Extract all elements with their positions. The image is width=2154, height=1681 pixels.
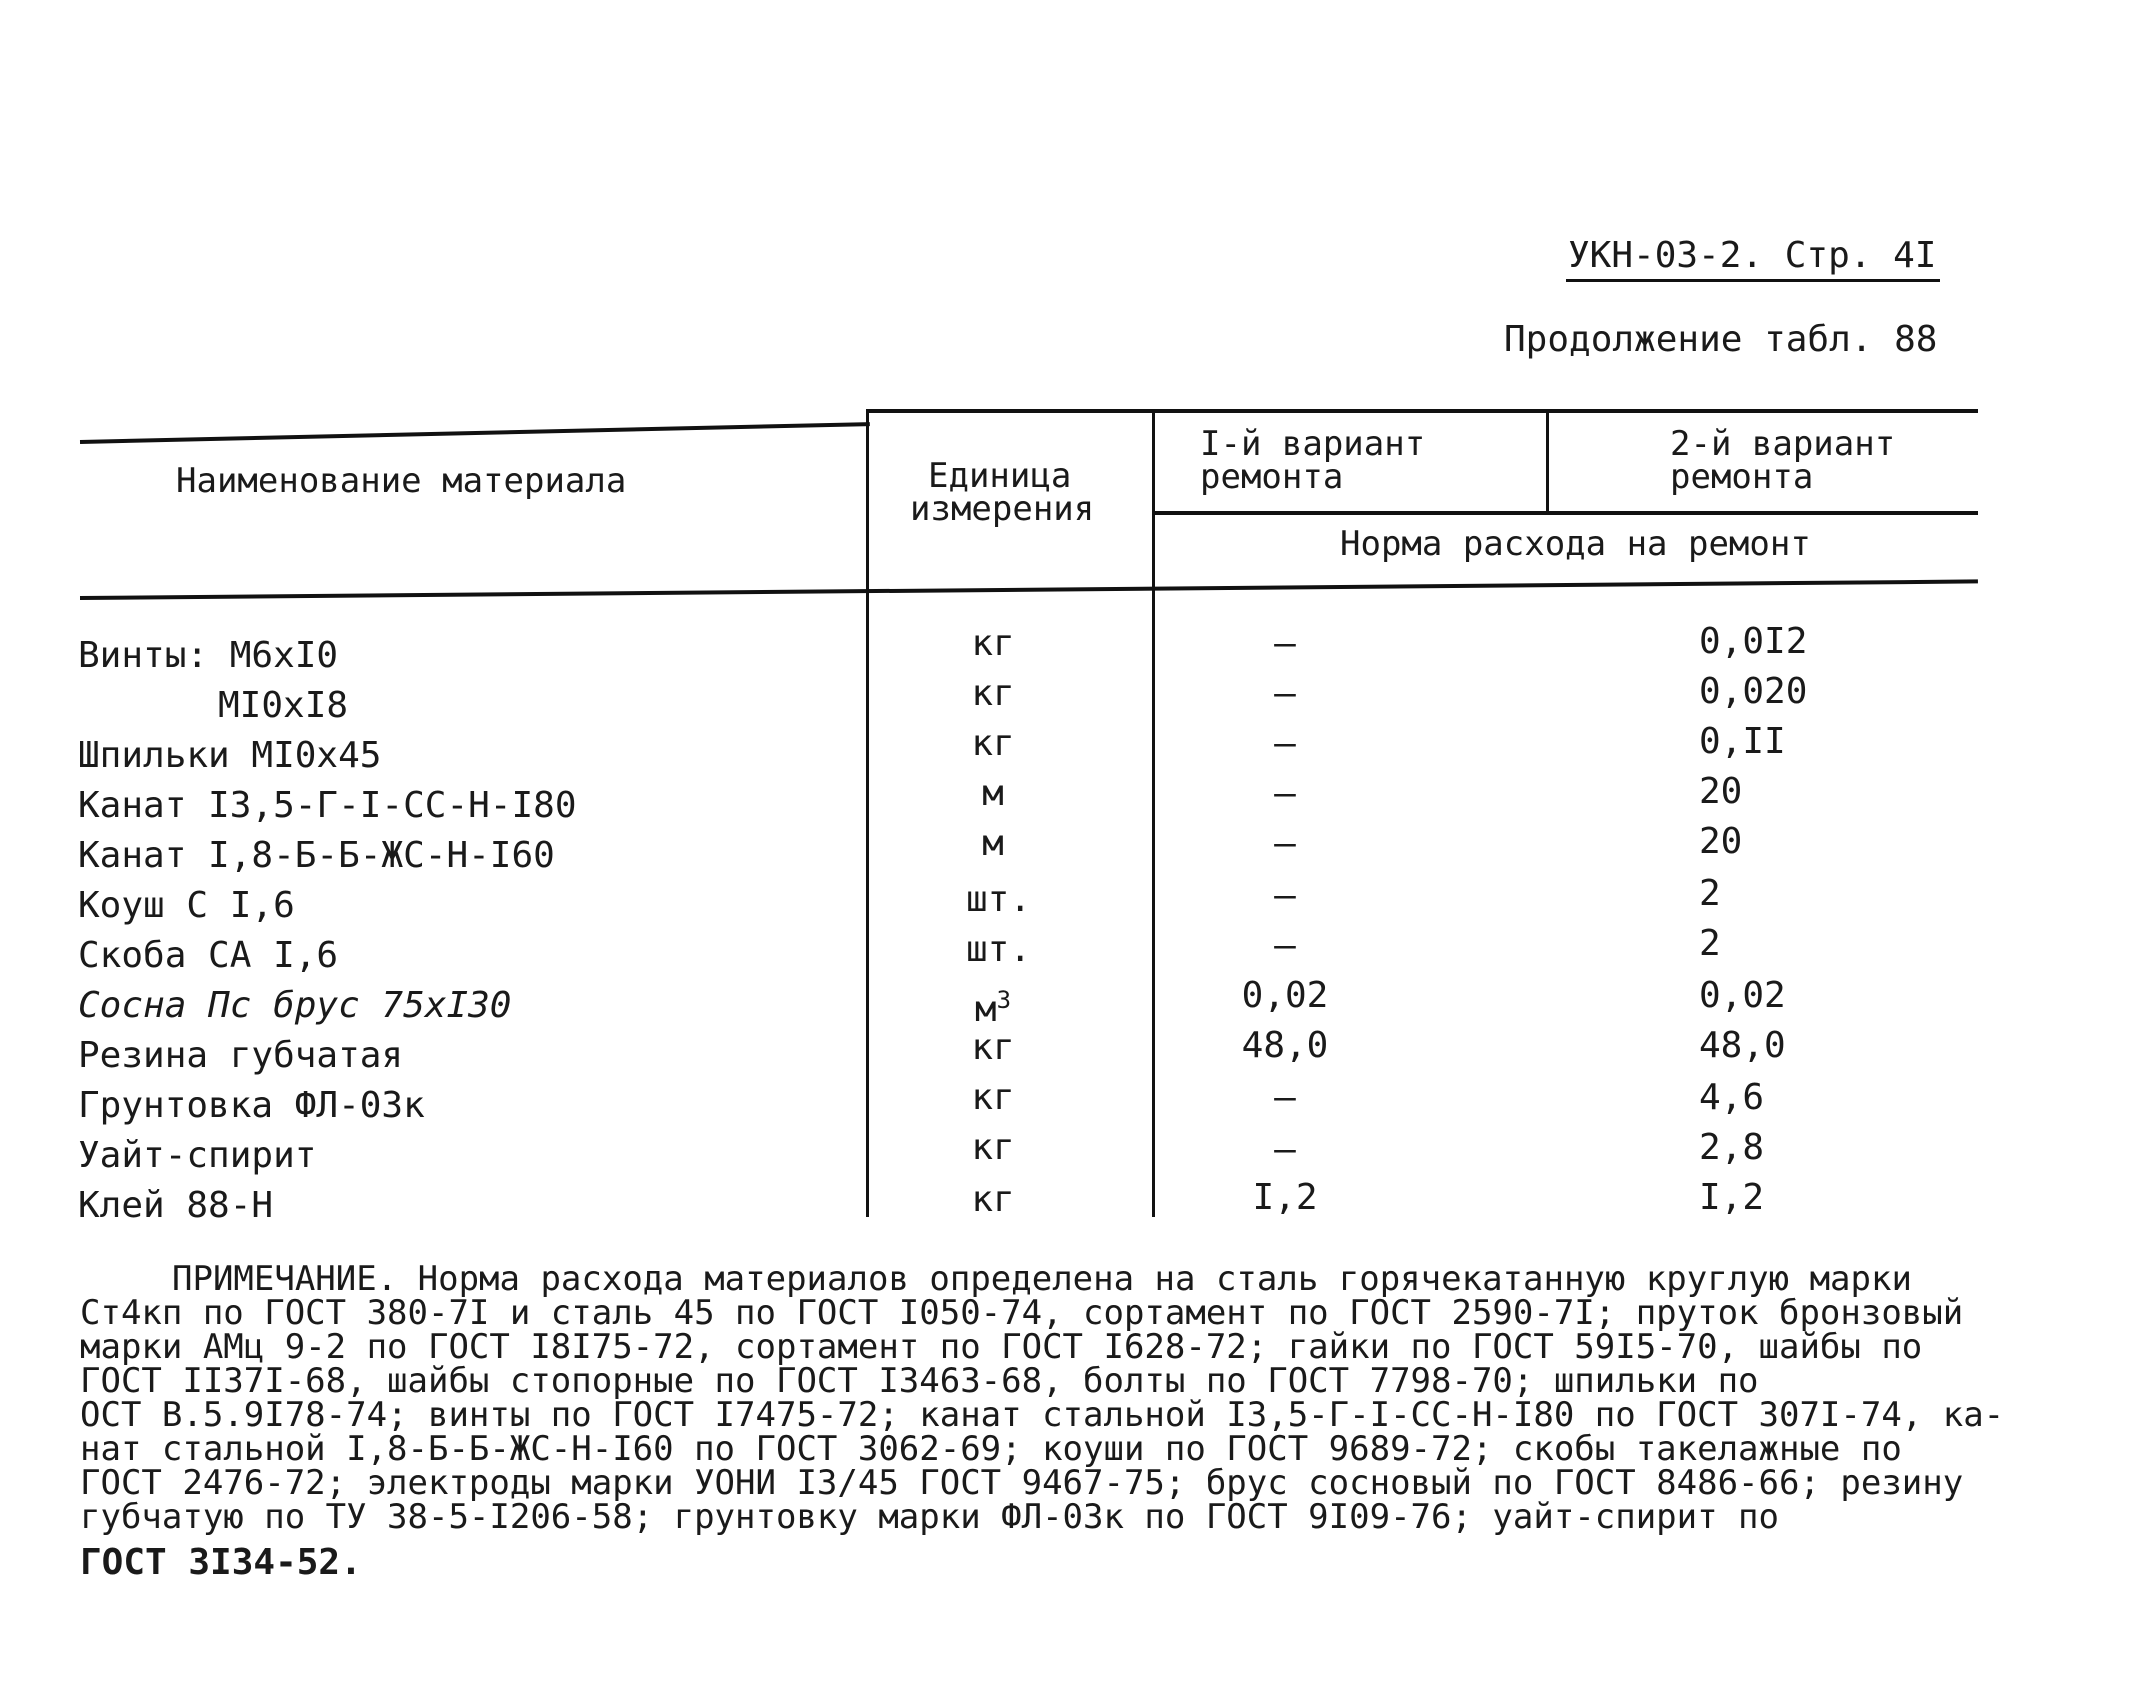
header-unit-line1: Единица <box>928 456 1072 496</box>
material-name: Коуш С I,6 <box>78 885 295 926</box>
variant2-value: 2 <box>1699 923 1721 964</box>
note-line: ОСТ В.5.9I78-74; винты по ГОСТ I7475-72; канат стальной I3,5-Г-I-СС-Н-I80 по ГОСТ 307I-74, ка- <box>80 1395 2005 1435</box>
header-bottom-rule <box>80 579 1978 600</box>
variant1-value: – <box>1274 1077 1296 1118</box>
header-variant1-line2: ремонта <box>1200 457 1344 497</box>
variant2-value: 20 <box>1699 821 1743 862</box>
material-name: Сосна Пс брус 75хI30 <box>78 985 512 1026</box>
table-continuation-label: Продолжение табл. 88 <box>1504 319 1938 360</box>
variant2-value: 48,0 <box>1699 1025 1786 1066</box>
variant1-value: 48,0 <box>1241 1025 1329 1066</box>
variant1-value: – <box>1274 623 1296 664</box>
material-name: Канат I,8-Б-Б-ЖС-Н-I60 <box>78 835 555 876</box>
column-separator-3 <box>1546 411 1549 514</box>
note-line: губчатую по ТУ 38-5-I206-58; грунтовку марки ФЛ-03к по ГОСТ 9I09-76; уайт-спирит по <box>80 1497 1779 1537</box>
column-separator-1 <box>866 411 869 1217</box>
material-name: Скоба СА I,6 <box>78 935 339 976</box>
unit-cell: кг <box>971 1127 1015 1168</box>
material-name: Винты: М6хI0 <box>78 635 339 676</box>
note-line: ПРИМЕЧАНИЕ. Норма расхода материалов определена на сталь горячекатанную круглую марки <box>172 1259 1912 1299</box>
unit-cell: кг <box>971 723 1015 764</box>
material-name: Грунтовка ФЛ-03к <box>78 1085 425 1126</box>
header-material: Наименование материала <box>176 461 627 501</box>
header-variant1-line1: I-й вариант <box>1200 424 1426 464</box>
unit-cell: м <box>982 823 1004 864</box>
note-line: ГОСТ 2476-72; электроды марки УОНИ I3/45 ГОСТ 9467-75; брус сосновый по ГОСТ 8486-66; резину <box>80 1463 1964 1503</box>
unit-cell: шт. <box>966 879 1032 920</box>
material-name: Уайт-спирит <box>78 1135 317 1176</box>
unit-cell: м <box>982 773 1004 814</box>
column-separator-2 <box>1152 411 1155 1217</box>
material-name: Резина губчатая <box>78 1035 404 1076</box>
note-line: нат стальной I,8-Б-Б-ЖС-Н-I60 по ГОСТ 3062-69; коуши по ГОСТ 9689-72; скобы такелажные по <box>80 1429 1902 1469</box>
header-consumption-norm: Норма расхода на ремонт <box>1340 524 1811 564</box>
note-line: марки АМц 9-2 по ГОСТ I8I75-72, сортамент по ГОСТ I628-72; гайки по ГОСТ 59I5-70, шайбы по <box>80 1327 1923 1367</box>
variant1-value: – <box>1274 1129 1296 1170</box>
material-name: МI0хI8 <box>218 685 349 726</box>
variant1-value: – <box>1274 823 1296 864</box>
header-variant2-line1: 2-й вариант <box>1670 424 1896 464</box>
table-top-rule-left <box>80 422 870 444</box>
unit-cell: кг <box>971 673 1015 714</box>
variant2-value: 2,8 <box>1699 1127 1765 1168</box>
variant2-value: 0,02 <box>1699 975 1786 1016</box>
variant1-value: 0,02 <box>1241 975 1329 1016</box>
header-divider-rule <box>1152 511 1978 515</box>
variant2-value: 20 <box>1699 771 1743 812</box>
material-name: Клей 88-Н <box>78 1185 274 1226</box>
variant2-value: 0,020 <box>1699 671 1808 712</box>
variant1-value: I,2 <box>1252 1177 1318 1218</box>
unit-cell: кг <box>971 1027 1015 1068</box>
material-name: Канат I3,5-Г-I-СС-Н-I80 <box>78 785 577 826</box>
unit-cell <box>966 980 1020 1030</box>
page-reference: УКН-03-2. Стр. 4I <box>1568 235 1937 276</box>
variant1-value: – <box>1274 723 1296 764</box>
variant1-value: – <box>1274 773 1296 814</box>
unit-text: м <box>974 989 997 1030</box>
header-unit-line2: измерения <box>910 489 1095 529</box>
note-line: ГОСТ 3I34-52. <box>80 1542 362 1583</box>
variant1-value: – <box>1274 673 1296 714</box>
header-variant2-line2: ремонта <box>1670 457 1814 497</box>
table-top-rule-right <box>866 409 1978 413</box>
variant2-value: 0,0I2 <box>1699 621 1808 662</box>
variant1-value: – <box>1274 925 1296 966</box>
variant2-value: I,2 <box>1699 1177 1765 1218</box>
variant2-value: 4,6 <box>1699 1077 1765 1118</box>
note-line: ГОСТ II37I-68, шайбы стопорные по ГОСТ I3463-68, болты по ГОСТ 7798-70; шпильки по <box>80 1361 1759 1401</box>
unit-cell: шт. <box>966 929 1032 970</box>
unit-cell: кг <box>971 1179 1015 1220</box>
variant2-value: 0,II <box>1699 721 1786 762</box>
unit-cell: кг <box>971 623 1015 664</box>
variant1-value: – <box>1274 875 1296 916</box>
note-line: Ст4кп по ГОСТ 380-7I и сталь 45 по ГОСТ I050-74, сортамент по ГОСТ 2590-7I; пруток бронзовый <box>80 1293 1964 1333</box>
unit-cell: кг <box>971 1077 1015 1118</box>
material-name: Шпильки МI0х45 <box>78 735 382 776</box>
variant2-value: 2 <box>1699 873 1721 914</box>
unit-superscript: 3 <box>996 986 1012 1014</box>
page-reference-underline <box>1566 279 1940 282</box>
